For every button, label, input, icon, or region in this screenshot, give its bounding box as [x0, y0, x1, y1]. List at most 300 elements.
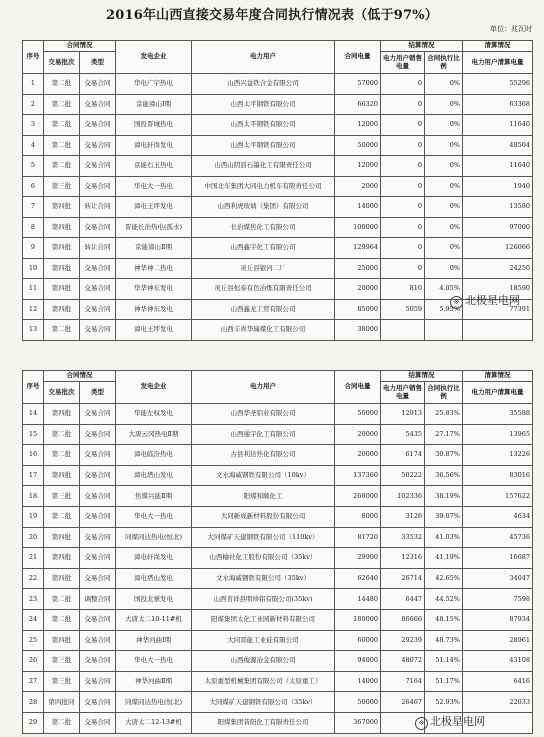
cell-contract-volume: 20000: [335, 279, 381, 300]
cell-user: 文水海威钢铁有限公司（35kv）: [192, 568, 335, 589]
cell-type: 交易合同: [80, 258, 116, 279]
cell-user: 灵丘县恒泰有色冶炼有限责任公司: [192, 279, 335, 300]
header-contract-volume-2: 合同电量: [335, 371, 381, 404]
cell-clear-volume: 13226: [463, 445, 533, 466]
cell-user: 山西兴益铁合金有限公司: [192, 74, 335, 95]
cell-settle-volume: 33532: [381, 527, 425, 548]
cell-exec-ratio: 38.19%: [425, 486, 463, 507]
cell-generator: 华电大一热电: [116, 506, 192, 527]
cell-user: 山西省祥县明珍铝有限公司(35kv): [192, 589, 335, 610]
header-settlement-2: 结算情况: [381, 371, 463, 382]
cell-contract-volume: 29900: [335, 548, 381, 569]
cell-batch: 第二批: [44, 712, 80, 733]
cell-seq: 28: [23, 692, 44, 713]
cell-type: 交易合同: [80, 320, 116, 341]
cell-exec-ratio: 0%: [425, 94, 463, 115]
cell-seq: 1: [23, 74, 44, 95]
cell-exec-ratio: 51.17%: [425, 671, 463, 692]
cell-contract-volume: 12000: [335, 156, 381, 177]
cell-user: 大同晋能工业硅有限公司: [192, 630, 335, 651]
cell-generator: 京能漳山Ⅰ期: [116, 94, 192, 115]
cell-type: 交易合同: [80, 94, 116, 115]
cell-settle-volume: 0: [381, 94, 425, 115]
cell-exec-ratio: 4.05%: [425, 279, 463, 300]
watermark-2: ※ 北极星电网: [415, 713, 485, 730]
cell-user: 阳煤集团太化工业园新材料有限公司: [192, 609, 335, 630]
cell-type: 交易合同: [80, 424, 116, 445]
cell-type: 交易合同: [80, 671, 116, 692]
cell-exec-ratio: 25.83%: [425, 404, 463, 425]
cell-contract-volume: 20000: [335, 424, 381, 445]
cell-generator: 京能漳山Ⅱ期: [116, 238, 192, 259]
cell-generator: 晋能长治热电(孤水): [116, 217, 192, 238]
cell-seq: 18: [23, 486, 44, 507]
cell-exec-ratio: 27.17%: [425, 424, 463, 445]
table-row: [23, 671, 533, 692]
cell-user: 长治煤焦化工有限公司: [192, 217, 335, 238]
cell-clear-volume: 4634: [463, 506, 533, 527]
cell-contract-volume: 62640: [335, 568, 381, 589]
table-row: [23, 197, 533, 218]
cell-clear-volume: [463, 320, 533, 341]
cell-user: 山西太平钢铁有限公司: [192, 135, 335, 156]
cell-exec-ratio: 0%: [425, 74, 463, 95]
cell-contract-volume: 50000: [335, 135, 381, 156]
cell-exec-ratio: [425, 320, 463, 341]
table-row: [23, 258, 533, 279]
cell-batch: 第四批: [44, 568, 80, 589]
cell-batch: 第四批: [44, 238, 80, 259]
cell-generator: 焦煤兴能Ⅱ期: [116, 486, 192, 507]
cell-generator: 漳电王坪发电: [116, 197, 192, 218]
cell-batch: 第四批同: [44, 692, 80, 713]
cell-clear-volume: 126066: [463, 238, 533, 259]
cell-settle-volume: 26467: [381, 692, 425, 713]
cell-exec-ratio: 0%: [425, 238, 463, 259]
cell-batch: 第二批: [44, 609, 80, 630]
cell-exec-ratio: 30.87%: [425, 445, 463, 466]
table-row: [23, 609, 533, 630]
cell-seq: 29: [23, 712, 44, 733]
cell-batch: 第二批: [44, 445, 80, 466]
cell-seq: 21: [23, 548, 44, 569]
header-exec-ratio: 合同执行比例: [425, 52, 463, 74]
cell-batch: 第四批: [44, 197, 80, 218]
cell-seq: 27: [23, 671, 44, 692]
cell-contract-volume: 180000: [335, 609, 381, 630]
cell-batch: 第二批: [44, 135, 80, 156]
cell-contract-volume: 94000: [335, 651, 381, 672]
cell-settle-volume: 5435: [381, 424, 425, 445]
cell-contract-volume: 81720: [335, 527, 381, 548]
cell-type: 交易合同: [80, 651, 116, 672]
cell-type: 交易合同: [80, 135, 116, 156]
cell-generator: 国投北寨发电: [116, 589, 192, 610]
cell-clear-volume: 24250: [463, 258, 533, 279]
cell-user: 山西榆社化工股份有限公司（35kv）: [192, 548, 335, 569]
cell-exec-ratio: 48.15%: [425, 609, 463, 630]
cell-user: 太原重型机械集团有限公司（太原重工）: [192, 671, 335, 692]
table-row: [23, 74, 533, 95]
table-row: [23, 404, 533, 425]
cell-user: 山西太平钢铁有限公司: [192, 115, 335, 136]
cell-settle-volume: 12913: [381, 404, 425, 425]
cell-generator: 漳电塔山发电: [116, 465, 192, 486]
cell-clear-volume: 55296: [463, 74, 533, 95]
table-row: [23, 94, 533, 115]
cell-seq: 8: [23, 217, 44, 238]
cell-clear-volume: 87934: [463, 609, 533, 630]
cell-user: 阳煤集团昔阳化工有限责任公司: [192, 712, 335, 733]
cell-settle-volume: 6174: [381, 445, 425, 466]
cell-type: 交易合同: [80, 465, 116, 486]
cell-batch: 第三批: [44, 671, 80, 692]
cell-batch: 第四批: [44, 548, 80, 569]
cell-user: 大同煤矿天建钢铁有限公司（110kv）: [192, 527, 335, 548]
header-user: 电力用户: [192, 41, 335, 74]
cell-settle-volume: [381, 320, 425, 341]
cell-type: 转让合同: [80, 197, 116, 218]
cell-batch: 第四批: [44, 404, 80, 425]
cell-settle-volume: 3126: [381, 506, 425, 527]
header-seq: 序号: [23, 41, 44, 74]
cell-settle-volume: 5059: [381, 299, 425, 320]
cell-type: 交易合同: [80, 506, 116, 527]
cell-user: 古县利达焦化有限公司: [192, 445, 335, 466]
cell-contract-volume: 137360: [335, 465, 381, 486]
table-row: [23, 692, 533, 713]
cell-seq: 5: [23, 156, 44, 177]
cell-seq: 17: [23, 465, 44, 486]
cell-generator: 神华神东发电: [116, 299, 192, 320]
cell-user: 山西利虎玻璃（集团）有限公司: [192, 197, 335, 218]
cell-contract-volume: 85000: [335, 299, 381, 320]
cell-clear-volume: 77391: [463, 299, 533, 320]
cell-type: 交易合同: [80, 176, 116, 197]
cell-generator: 华电大一热电: [116, 651, 192, 672]
header-contract-info-2: 合同情况: [44, 371, 116, 382]
table-row: [23, 630, 533, 651]
cell-contract-volume: 50000: [335, 404, 381, 425]
cell-settle-volume: 0: [381, 135, 425, 156]
cell-exec-ratio: 39.07%: [425, 506, 463, 527]
cell-exec-ratio: 0%: [425, 217, 463, 238]
cell-exec-ratio: 51.14%: [425, 651, 463, 672]
cell-batch: 第二批: [44, 74, 80, 95]
cell-type: 转让合同: [80, 238, 116, 259]
cell-batch: 第三批: [44, 651, 80, 672]
cell-settle-volume: 26714: [381, 568, 425, 589]
cell-batch: 第二批: [44, 115, 80, 136]
cell-contract-volume: 57000: [335, 74, 381, 95]
cell-exec-ratio: 52.93%: [425, 692, 463, 713]
cell-generator: 华能左权发电: [116, 404, 192, 425]
cell-settle-volume: 0: [381, 217, 425, 238]
cell-seq: 15: [23, 424, 44, 445]
cell-batch: 第四批: [44, 299, 80, 320]
cell-type: 交易合同: [80, 630, 116, 651]
cell-type: 交易合同: [80, 217, 116, 238]
cell-batch: 第二批: [44, 156, 80, 177]
cell-user: 文水海威钢铁有限公司（10kv）: [192, 465, 335, 486]
cell-seq: 9: [23, 238, 44, 259]
cell-settle-volume: 7164: [381, 671, 425, 692]
cell-user: 大同新成新材料股份有限公司: [192, 506, 335, 527]
cell-clear-volume: 1940: [463, 176, 533, 197]
cell-generator: 神华神二热电: [116, 258, 192, 279]
table-row: [23, 115, 533, 136]
cell-generator: 漳电轩岗发电: [116, 548, 192, 569]
cell-generator: 华电广宇热电: [116, 74, 192, 95]
cell-batch: 第三批: [44, 486, 80, 507]
header-generator-2: 发电企业: [116, 371, 192, 404]
cell-settle-volume: 102336: [381, 486, 425, 507]
header-clear-volume-2: 电力用户清算电量: [463, 382, 533, 404]
cell-generator: 国投晋城热电: [116, 115, 192, 136]
cell-seq: 25: [23, 630, 44, 651]
watermark-logo-icon: ※: [415, 717, 428, 730]
cell-batch: 第四批: [44, 630, 80, 651]
table-row: [23, 135, 533, 156]
table-row: [23, 651, 533, 672]
cell-exec-ratio: 36.56%: [425, 465, 463, 486]
cell-type: 交易合同: [80, 279, 116, 300]
cell-batch: 第四批: [44, 279, 80, 300]
cell-contract-volume: 367000: [335, 712, 381, 733]
table-2-body: [23, 404, 533, 734]
cell-type: 交易合同: [80, 548, 116, 569]
cell-exec-ratio: 5.95%: [425, 299, 463, 320]
cell-exec-ratio: 0%: [425, 156, 463, 177]
cell-clear-volume: 28961: [463, 630, 533, 651]
cell-user: 中国北车集团大同电力机车有限责任公司: [192, 176, 335, 197]
cell-exec-ratio: 42.65%: [425, 568, 463, 589]
cell-user: 大同煤矿天建钢铁有限公司（35kv）: [192, 692, 335, 713]
cell-contract-volume: 100000: [335, 217, 381, 238]
cell-settle-volume: 0: [381, 197, 425, 218]
cell-seq: 19: [23, 506, 44, 527]
cell-generator: 同煤同达热电(恒北): [116, 692, 192, 713]
cell-seq: 12: [23, 299, 44, 320]
header-clearing: 清算情况: [463, 41, 533, 52]
page-title: 2016年山西直接交易年度合同执行情况表（低于97%）: [105, 8, 439, 23]
cell-seq: 22: [23, 568, 44, 589]
cell-settle-volume: 86666: [381, 609, 425, 630]
cell-type: 交易合同: [80, 568, 116, 589]
cell-clear-volume: 35588: [463, 404, 533, 425]
header-seq-2: 序号: [23, 371, 44, 404]
cell-clear-volume: 22033: [463, 692, 533, 713]
cell-type: 交易合同: [80, 486, 116, 507]
header-contract-info: 合同情况: [44, 41, 116, 52]
header-type: 类型: [80, 52, 116, 74]
contract-table-2: [22, 370, 533, 734]
cell-settle-volume: 12316: [381, 548, 425, 569]
table-row: [23, 320, 533, 341]
header-clearing-2: 清算情况: [463, 371, 533, 382]
cell-user: 山西华圣铝业有限公司: [192, 404, 335, 425]
cell-seq: 26: [23, 651, 44, 672]
cell-generator: 大唐太二12-13#机: [116, 712, 192, 733]
table-row: [23, 156, 533, 177]
cell-exec-ratio: 44.52%: [425, 589, 463, 610]
cell-batch: 第四批: [44, 465, 80, 486]
cell-settle-volume: 0: [381, 238, 425, 259]
cell-settle-volume: 0: [381, 156, 425, 177]
table-row: [23, 568, 533, 589]
table-row: [23, 486, 533, 507]
cell-type: 交易合同: [80, 609, 116, 630]
cell-seq: 16: [23, 445, 44, 466]
cell-clear-volume: 18590: [463, 279, 533, 300]
cell-generator: 神华河曲Ⅰ期: [116, 630, 192, 651]
cell-clear-volume: 6416: [463, 671, 533, 692]
cell-type: 交易合同: [80, 299, 116, 320]
cell-clear-volume: 43108: [463, 651, 533, 672]
cell-seq: 13: [23, 320, 44, 341]
cell-batch: 第三批: [44, 176, 80, 197]
cell-batch: 第四批: [44, 258, 80, 279]
cell-exec-ratio: 0%: [425, 135, 463, 156]
table-row: [23, 176, 533, 197]
header-exec-ratio-2: 合同执行比例: [425, 382, 463, 404]
cell-clear-volume: 157622: [463, 486, 533, 507]
cell-settle-volume: 48072: [381, 651, 425, 672]
cell-seq: 10: [23, 258, 44, 279]
cell-generator: 京能右玉热电: [116, 156, 192, 177]
cell-seq: 4: [23, 135, 44, 156]
cell-batch: 第二批: [44, 589, 80, 610]
cell-settle-volume: 0: [381, 176, 425, 197]
cell-type: 调整合同: [80, 589, 116, 610]
cell-seq: 20: [23, 527, 44, 548]
cell-user: 灵丘县银河二厂: [192, 258, 335, 279]
cell-contract-volume: 25000: [335, 258, 381, 279]
header-generator: 发电企业: [116, 41, 192, 74]
header-clear-volume: 电力用户清算电量: [463, 52, 533, 74]
table-row: [23, 465, 533, 486]
cell-contract-volume: 50000: [335, 692, 381, 713]
cell-user: 山西通宇化工有限公司: [192, 424, 335, 445]
cell-clear-volume: 34047: [463, 568, 533, 589]
header-batch-2: 交易批次: [44, 382, 80, 404]
cell-seq: 7: [23, 197, 44, 218]
cell-clear-volume: 45736: [463, 527, 533, 548]
cell-user: 山西鑫龙工贸有限公司: [192, 299, 335, 320]
cell-exec-ratio: 0%: [425, 176, 463, 197]
cell-batch: 第二批: [44, 320, 80, 341]
cell-settle-volume: 810: [381, 279, 425, 300]
cell-generator: 大唐云冈热电Ⅱ期: [116, 424, 192, 445]
cell-clear-volume: 16687: [463, 548, 533, 569]
cell-exec-ratio: 0%: [425, 258, 463, 279]
cell-settle-volume: 0: [381, 115, 425, 136]
table-row: [23, 238, 533, 259]
cell-generator: 漳电塔山发电: [116, 568, 192, 589]
cell-user: 山西鑫宇化工有限公司: [192, 238, 335, 259]
cell-settle-volume: 29239: [381, 630, 425, 651]
cell-clear-volume: 63368: [463, 94, 533, 115]
cell-batch: 第四批: [44, 527, 80, 548]
cell-clear-volume: 13965: [463, 424, 533, 445]
cell-clear-volume: 48504: [463, 135, 533, 156]
cell-clear-volume: 13580: [463, 197, 533, 218]
cell-generator: 漳电临汾热电: [116, 445, 192, 466]
cell-type: 交易合同: [80, 404, 116, 425]
cell-contract-volume: 60000: [335, 630, 381, 651]
cell-seq: 14: [23, 404, 44, 425]
cell-generator: 漳电轩岗发电: [116, 135, 192, 156]
cell-seq: 24: [23, 609, 44, 630]
cell-generator: 神华河曲Ⅱ期: [116, 671, 192, 692]
cell-contract-volume: 2000: [335, 176, 381, 197]
cell-type: 交易合同: [80, 712, 116, 733]
cell-clear-volume: 11640: [463, 156, 533, 177]
table-row: [23, 217, 533, 238]
cell-generator: 漳电王坪发电: [116, 320, 192, 341]
cell-user: 阳煤和顺化工: [192, 486, 335, 507]
cell-seq: 3: [23, 115, 44, 136]
watermark-1: ※ 北极星电网: [450, 292, 520, 309]
cell-generator: 同煤同达热电(恒北): [116, 527, 192, 548]
cell-generator: 华华神东发电: [116, 279, 192, 300]
header-settlement: 结算情况: [381, 41, 463, 52]
unit-label: 单位：兆瓦时: [490, 25, 532, 33]
cell-type: 交易合同: [80, 692, 116, 713]
cell-seq: 2: [23, 94, 44, 115]
header-user-2: 电力用户: [192, 371, 335, 404]
cell-contract-volume: 38000: [335, 320, 381, 341]
cell-contract-volume: 129964: [335, 238, 381, 259]
cell-batch: 第四批: [44, 217, 80, 238]
cell-exec-ratio: 41.03%: [425, 527, 463, 548]
cell-batch: 第二批: [44, 424, 80, 445]
cell-exec-ratio: 0%: [425, 115, 463, 136]
cell-clear-volume: 7598: [463, 589, 533, 610]
cell-type: 交易合同: [80, 115, 116, 136]
cell-settle-volume: 50222: [381, 465, 425, 486]
cell-type: 交易合同: [80, 445, 116, 466]
cell-batch: 第二批: [44, 94, 80, 115]
cell-user: 山西山阴县石墨化工有限责任公司: [192, 156, 335, 177]
cell-contract-volume: 20000: [335, 445, 381, 466]
cell-seq: 6: [23, 176, 44, 197]
table-row: [23, 548, 533, 569]
cell-clear-volume: 83016: [463, 465, 533, 486]
table-row: [23, 424, 533, 445]
cell-type: 交易合同: [80, 527, 116, 548]
cell-user: 山西太平钢铁有限公司: [192, 94, 335, 115]
cell-contract-volume: 66320: [335, 94, 381, 115]
cell-generator: 大唐太二10-11#机: [116, 609, 192, 630]
cell-seq: 23: [23, 589, 44, 610]
cell-exec-ratio: 48.73%: [425, 630, 463, 651]
cell-settle-volume: 0: [381, 74, 425, 95]
cell-contract-volume: 14480: [335, 589, 381, 610]
cell-clear-volume: 97000: [463, 217, 533, 238]
cell-settle-volume: 0: [381, 258, 425, 279]
cell-batch: 第二批: [44, 506, 80, 527]
cell-seq: 11: [23, 279, 44, 300]
cell-contract-volume: 8000: [335, 506, 381, 527]
cell-settle-volume: 6447: [381, 589, 425, 610]
header-contract-volume: 合同电量: [335, 41, 381, 74]
cell-exec-ratio: 0%: [425, 197, 463, 218]
header-settle-volume-2: 电力用户销售电量: [381, 382, 425, 404]
table-row: [23, 445, 533, 466]
cell-contract-volume: 12000: [335, 115, 381, 136]
table-row: [23, 527, 533, 548]
